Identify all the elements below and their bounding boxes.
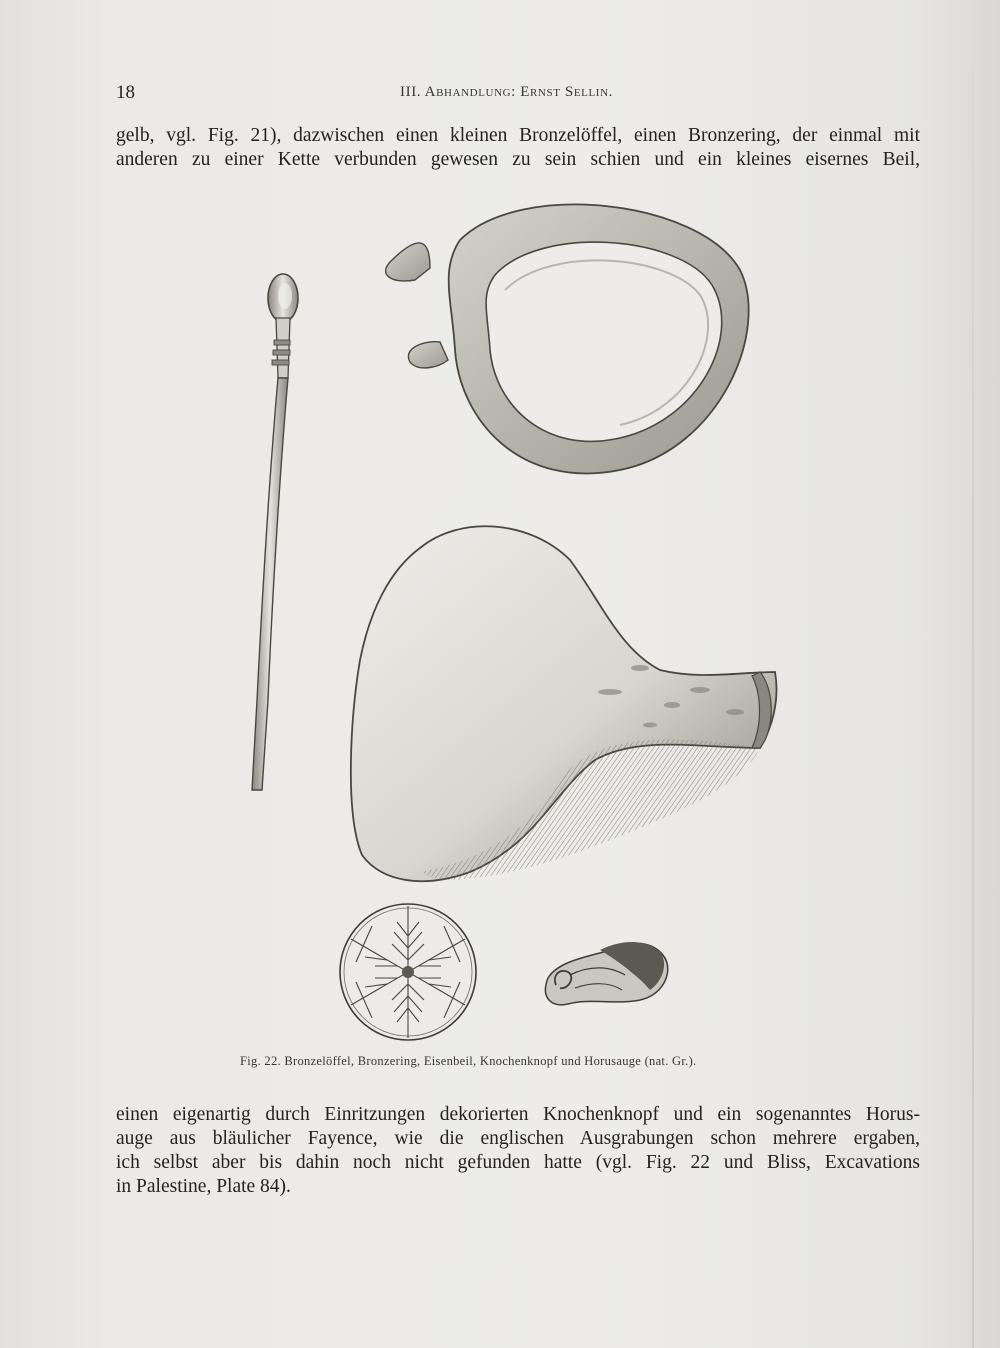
running-head: III. Abhandlung: Ernst Sellin. [400, 84, 613, 100]
text-line: anderen zu einer Kette verbunden gewesen zu sein schien und ein kleines eisernes Beil, [116, 149, 920, 170]
text-line: auge aus bläulicher Fayence, wie die englischen Ausgrabungen schon mehrere ergaben, [116, 1128, 920, 1149]
eye-of-horus-drawing [545, 942, 667, 1005]
figure-caption: Fig. 22. Bronzelöffel, Bronzering, Eisenbeil, Knochenknopf und Horusauge (nat. Gr.). [240, 1054, 697, 1068]
paragraph-bottom [116, 1103, 920, 1199]
text-line: in Palestine, Plate 84). [116, 1176, 291, 1197]
text-line: ich selbst aber bis dahin noch nicht gefunden hatte (vgl. Fig. 22 und Bliss, Excavations [116, 1152, 920, 1173]
iron-axe-drawing [351, 526, 777, 881]
text-line: einen eigenartig durch Einritzungen dekorierten Knochenknopf und ein sogenanntes Horus- [116, 1104, 920, 1125]
text-line: gelb, vgl. Fig. 21), dazwischen einen kleinen Bronzelöffel, einen Bronzering, der einmal mit [116, 125, 920, 146]
bronze-spoon-drawing [252, 274, 298, 790]
bone-button-drawing [340, 904, 476, 1040]
page-number: 18 [116, 82, 135, 103]
bronze-ring-drawing [386, 204, 749, 473]
